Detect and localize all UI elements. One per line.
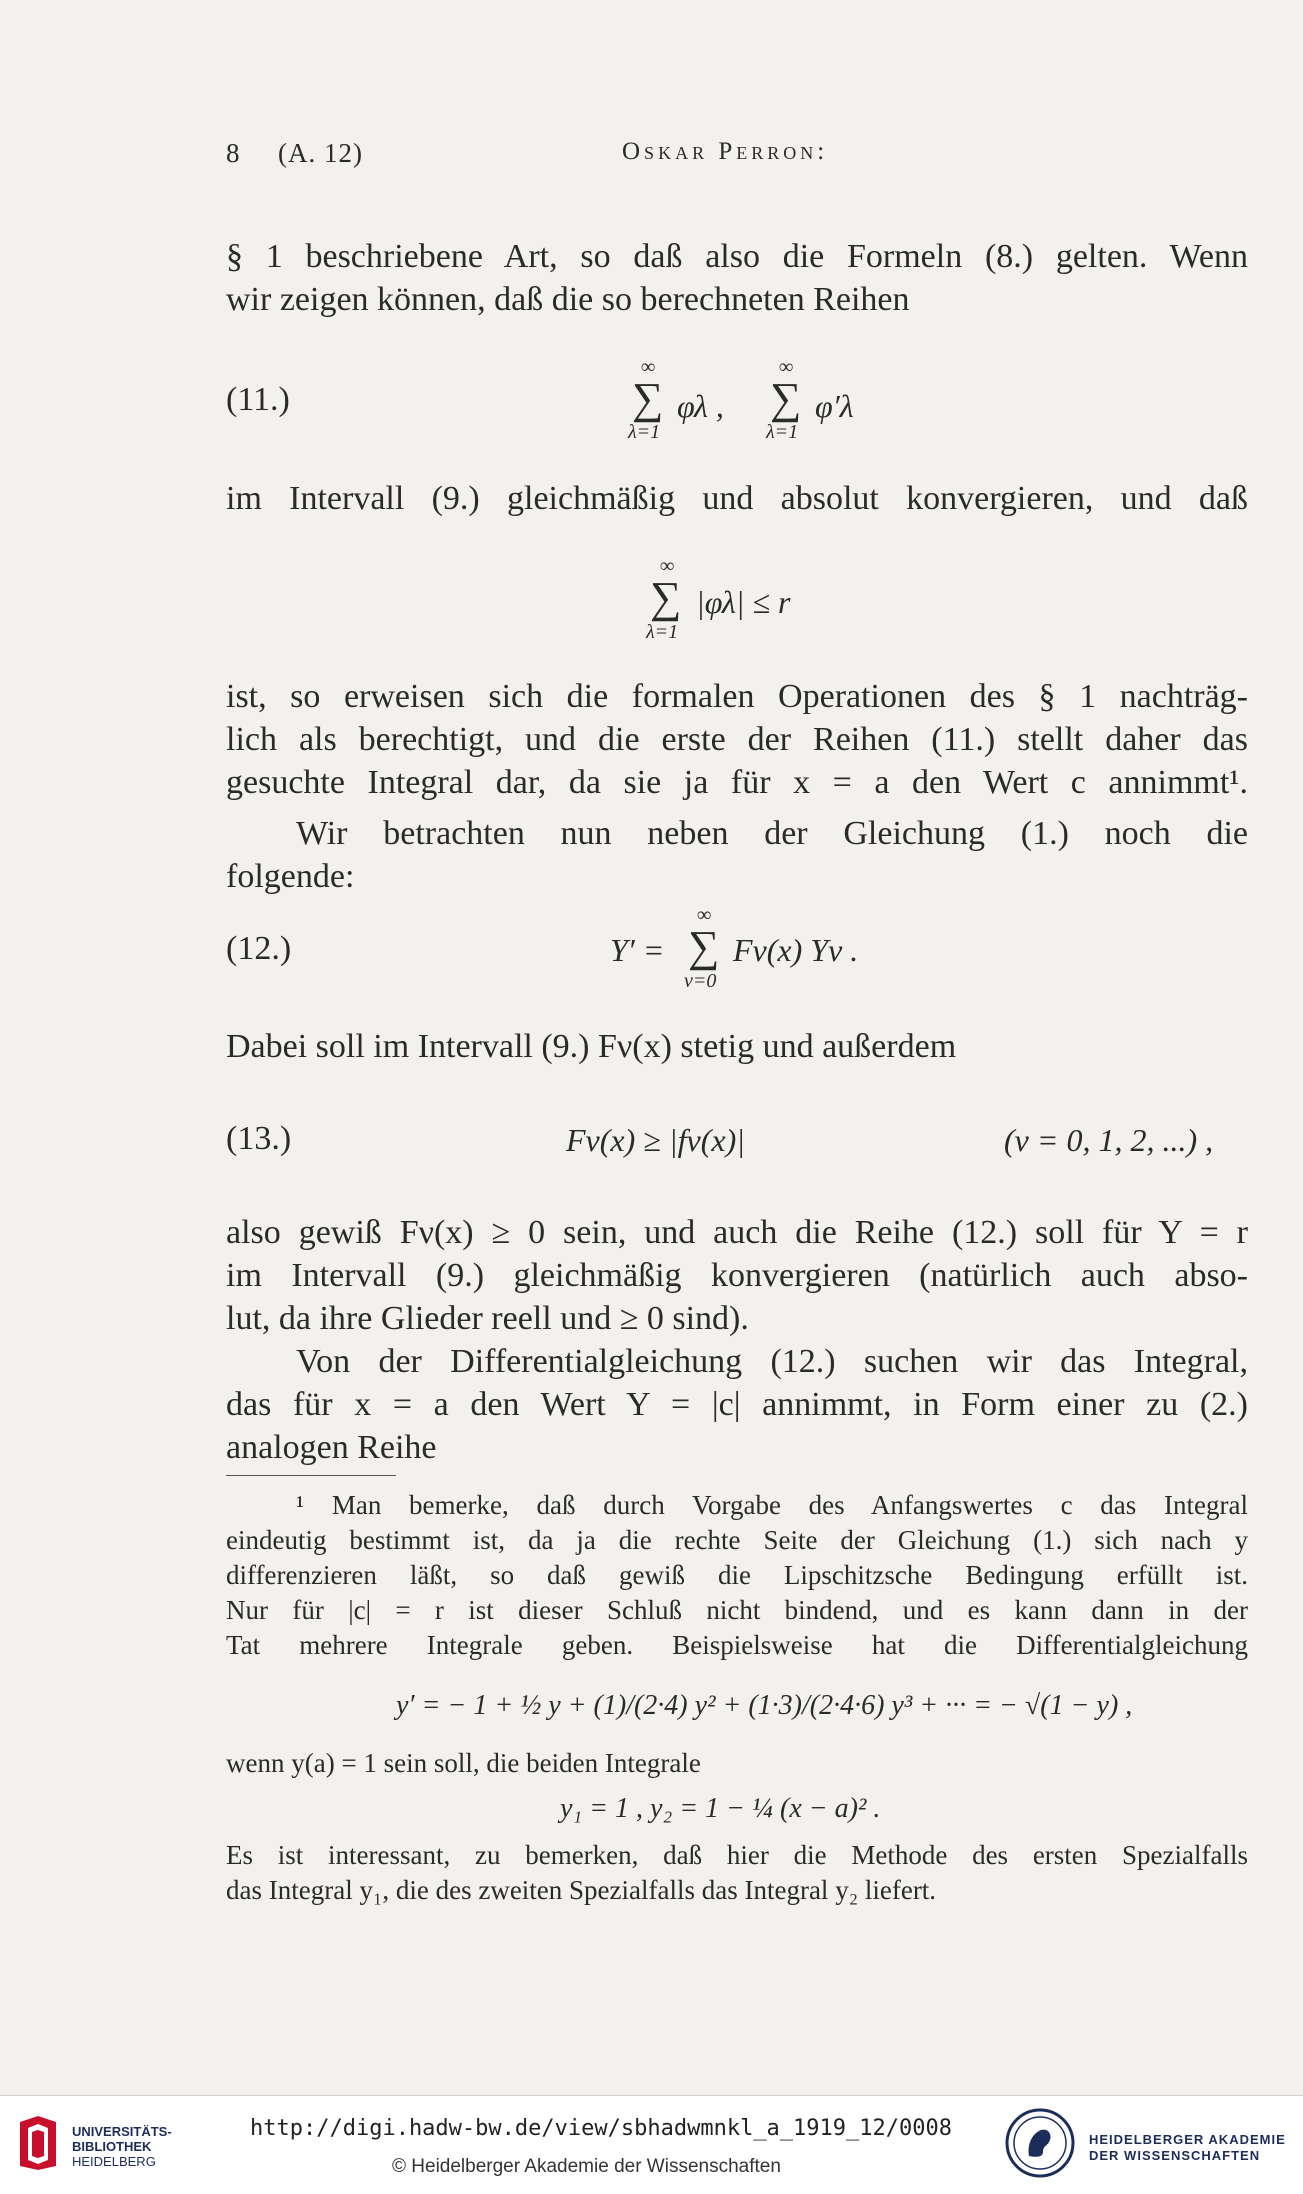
page-reference: (A. 12) — [278, 138, 363, 168]
text-line: folgende: — [226, 858, 355, 895]
sum-lower-limit: λ=1 — [628, 421, 661, 443]
text-line: Dabei soll im Intervall (9.) Fν(x) stetig und außerdem — [226, 1028, 957, 1065]
academy-logo-line: DER WISSENSCHAFTEN — [1089, 2148, 1261, 2163]
summation-sign: ∑ — [650, 573, 682, 622]
library-logo-line: HEIDELBERG — [72, 2154, 156, 2169]
equation-number: (13.) — [226, 1120, 292, 1157]
footnote-line: ¹ Man bemerke, daß durch Vorgabe des Anfangswertes c das Integral — [296, 1490, 1248, 1520]
text-line: lut, da ihre Glieder reell und ≥ 0 sind). — [226, 1300, 749, 1337]
summation-sign: ∑ — [688, 922, 720, 971]
text-line: im Intervall (9.) gleichmäßig konvergieren (natürlich auch abso- — [226, 1257, 1248, 1294]
footnote-line: eindeutig bestimmt ist, da ja die rechte Seite der Gleichung (1.) sich nach y — [226, 1525, 1248, 1555]
text-line: Wir betrachten nun neben der Gleichung (1.) noch die — [296, 815, 1248, 852]
university-library-logo[interactable] — [14, 2114, 174, 2176]
equation-lhs: Y′ = — [610, 932, 665, 968]
text-line: ist, so erweisen sich die formalen Operationen des § 1 nachträg- — [226, 678, 1248, 715]
equation-number: (11.) — [226, 381, 290, 418]
text-line: analogen Reihe — [226, 1429, 437, 1466]
footer-bar — [0, 2095, 1303, 2194]
text-line: lich als berechtigt, und die erste der Reihen (11.) stellt daher das — [226, 721, 1248, 758]
footnote-line: Nur für |c| = r ist dieser Schluß nicht bindend, und es kann dann in der — [226, 1595, 1248, 1625]
sum-upper-limit: ∞ — [641, 356, 656, 378]
footnote-rule — [226, 1475, 396, 1476]
series-term: Fν(x) Yν . — [733, 932, 859, 968]
footnote-line: Tat mehrere Integrale geben. Beispielsweise hat die Differentialgleichung — [226, 1630, 1248, 1660]
footnote-equation: y₁ = 1 , y₂ = 1 − ¼ (x − a)² . — [560, 1793, 881, 1824]
footnote-equation: y′ = − 1 + ½ y + (1)/(2·4) y² + (1·3)/(2·4·6) y³ + ··· = − √(1 − y) , — [396, 1690, 1133, 1721]
footnote-line: das Integral y₁, die des zweiten Spezialfalls das Integral y₂ liefert. — [226, 1875, 937, 1905]
library-logo-icon — [14, 2114, 62, 2172]
text-line: also gewiß Fν(x) ≥ 0 sein, und auch die Reihe (12.) soll für Y = r — [226, 1214, 1248, 1251]
permalink[interactable]: http://digi.hadw-bw.de/view/sbhadwmnkl_a_1919_12/0008 — [250, 2116, 952, 2141]
sum-lower-limit: λ=1 — [766, 421, 799, 443]
text-line: Von der Differentialgleichung (12.) suchen wir das Integral, — [296, 1343, 1248, 1380]
footnote-line: wenn y(a) = 1 sein soll, die beiden Integrale — [226, 1748, 701, 1778]
equation-number: (12.) — [226, 930, 292, 967]
sum-upper-limit: ∞ — [697, 904, 712, 926]
footnote-line: Es ist interessant, zu bemerken, daß hier die Methode des ersten Spezialfalls — [226, 1840, 1248, 1870]
footnote-line: differenzieren läßt, so daß gewiß die Lipschitzsche Bedingung erfüllt ist. — [226, 1560, 1248, 1590]
text-line: das für x = a den Wert Y = |c| annimmt, in Form einer zu (2.) — [226, 1386, 1248, 1423]
sum-lower-limit: λ=1 — [646, 621, 679, 643]
library-logo-line: BIBLIOTHEK — [72, 2139, 152, 2154]
sum-upper-limit: ∞ — [660, 555, 675, 577]
text-line: im Intervall (9.) gleichmäßig und absolut konvergieren, und daß — [226, 480, 1248, 517]
equation-condition: (ν = 0, 1, 2, ...) , — [1004, 1122, 1214, 1158]
academy-seal-icon — [1005, 2108, 1075, 2178]
equation-expression: Fν(x) ≥ |fν(x)| — [566, 1122, 746, 1158]
summation-sign: ∑ — [632, 374, 664, 423]
text-line: § 1 beschriebene Art, so daß also die Formeln (8.) gelten. Wenn — [226, 238, 1248, 275]
page-number: 8 — [226, 138, 241, 168]
copyright-notice: © Heidelberger Akademie der Wissenschaften — [392, 2156, 781, 2177]
summation-sign: ∑ — [770, 374, 802, 423]
library-logo-line: UNIVERSITÄTS- — [72, 2124, 172, 2139]
sum-upper-limit: ∞ — [779, 356, 794, 378]
text-line: wir zeigen können, daß die so berechneten Reihen — [226, 281, 910, 318]
series-term: φ′λ — [815, 388, 854, 424]
series-term: φλ , — [677, 388, 724, 424]
academy-logo-line: HEIDELBERGER AKADEMIE — [1089, 2132, 1286, 2147]
text-line: gesuchte Integral dar, da sie ja für x = a den Wert c annimmt¹. — [226, 764, 1248, 801]
running-head-author: Oskar Perron: — [622, 138, 829, 165]
sum-lower-limit: ν=0 — [684, 970, 717, 992]
academy-logo[interactable] — [1005, 2108, 1295, 2180]
inequality-term: |φλ| ≤ r — [696, 584, 791, 620]
